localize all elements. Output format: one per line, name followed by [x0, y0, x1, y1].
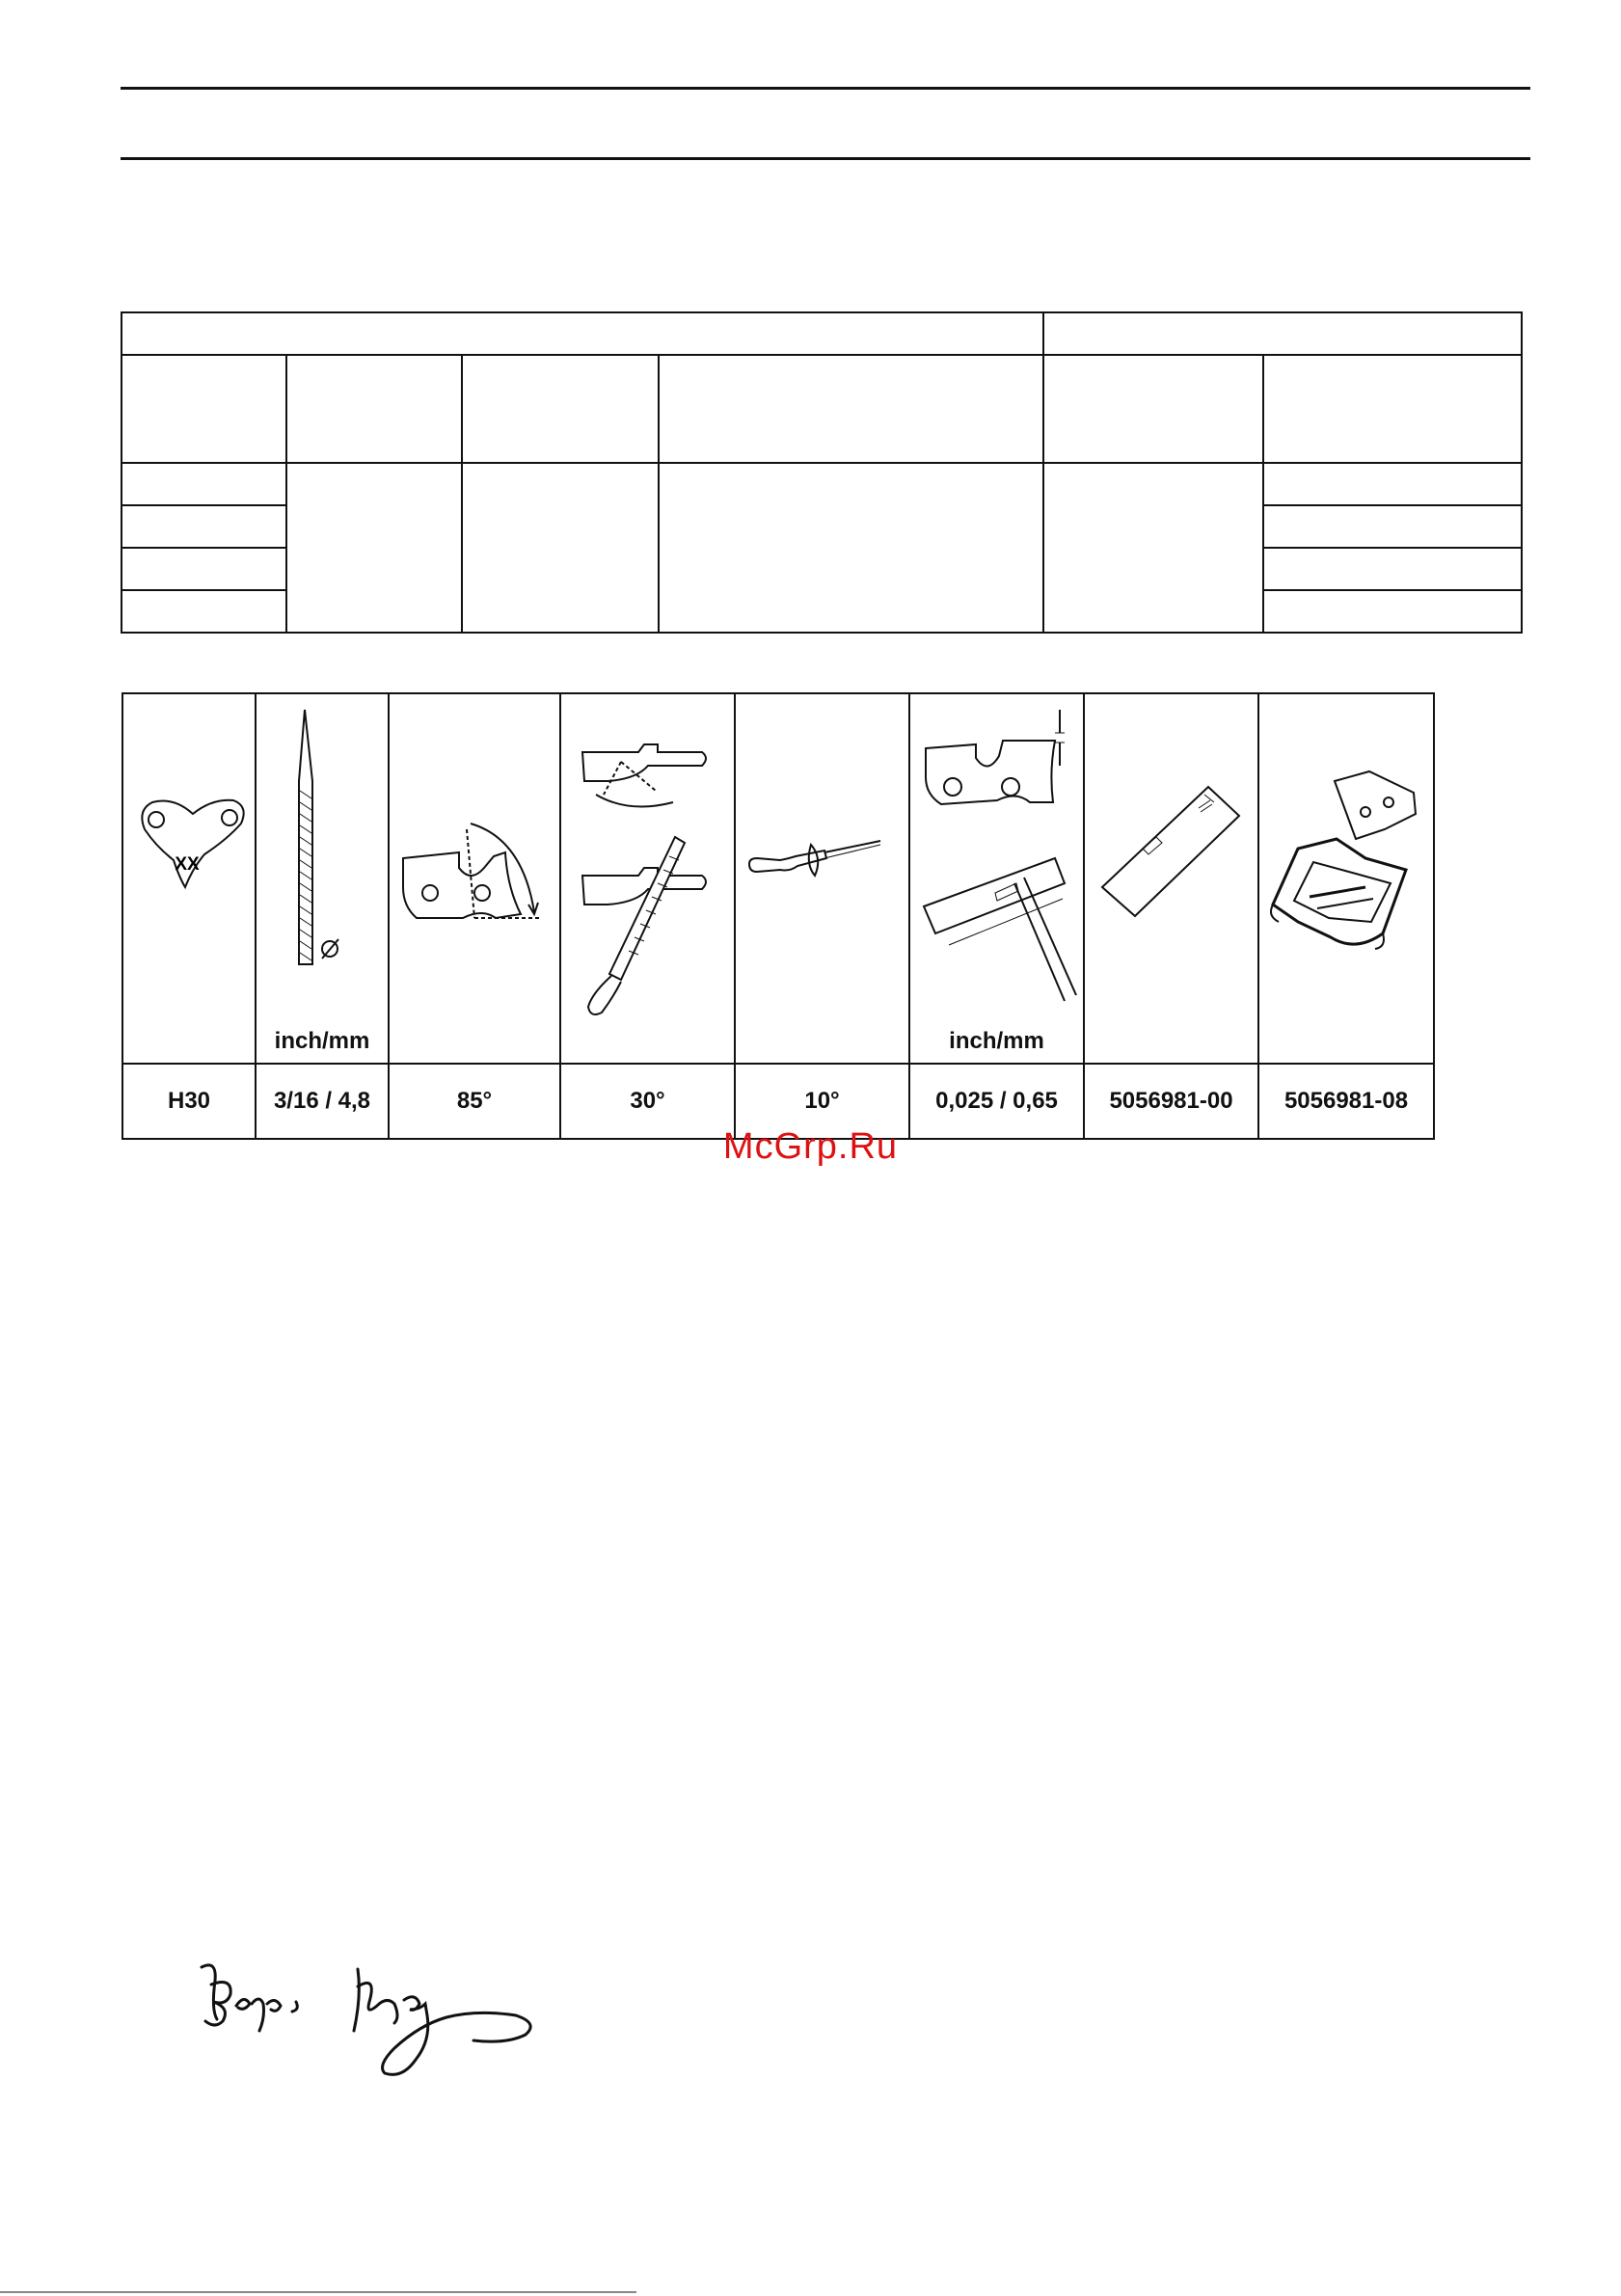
- spec-group-header-right: [1043, 312, 1522, 355]
- filing-angle-value: 30°: [560, 1064, 735, 1139]
- file-holder-tilt-cell: [735, 693, 909, 1064]
- svg-text:XX: XX: [175, 854, 200, 875]
- top-rule: [121, 87, 1530, 90]
- sharpening-kit-cell: [1258, 693, 1434, 1064]
- chain-marking-cell: [122, 693, 256, 1064]
- depth-gauge-tool-part-number: 5056981-00: [1084, 1064, 1258, 1139]
- spec-header-cell: [1043, 355, 1263, 463]
- depth-gauge-value: 0,025 / 0,65: [909, 1064, 1084, 1139]
- watermark: McGrp.Ru: [722, 1126, 899, 1167]
- spec-cell: [1043, 463, 1263, 633]
- filing-angle-icon: [561, 694, 734, 1063]
- spec-cell: [1263, 463, 1522, 505]
- depth-gauge-setting-icon: [910, 694, 1083, 1063]
- depth-gauge-tool-cell: [1084, 693, 1258, 1064]
- file-holder-tilt-value: 10°: [735, 1064, 909, 1139]
- file-diameter-value: 3/16 / 4,8: [256, 1064, 389, 1139]
- top-plate-angle-value: 85°: [389, 1064, 560, 1139]
- spec-cell: [286, 463, 462, 633]
- spec-cell: [122, 548, 286, 590]
- file-diameter-unit: inch/mm: [274, 1028, 370, 1054]
- round-file-cell: [256, 693, 389, 1064]
- top-plate-angle-cell: [389, 693, 560, 1064]
- sharpening-kit-icon: [1259, 694, 1433, 1063]
- filing-angle-cell: [560, 693, 735, 1064]
- sharpening-kit-part-number: 5056981-08: [1258, 1064, 1434, 1139]
- round-file-icon: [257, 694, 388, 1063]
- spec-header-cell: [286, 355, 462, 463]
- header-rule: [121, 157, 1530, 160]
- chain-marking-icon: [123, 694, 255, 1063]
- spec-header-cell: [1263, 355, 1522, 463]
- top-plate-angle-icon: [390, 694, 559, 1063]
- spec-cell: [122, 590, 286, 633]
- file-holder-tilt-icon: [736, 694, 908, 1063]
- depth-gauge-setting-cell: [909, 693, 1084, 1064]
- sharpening-table: [122, 692, 1435, 1140]
- spec-group-header-left: [122, 312, 1043, 355]
- spec-cell: [122, 505, 286, 548]
- spec-cell: [659, 463, 1043, 633]
- chain-marking-value: H30: [122, 1064, 256, 1139]
- depth-gauge-unit: inch/mm: [949, 1028, 1044, 1054]
- spec-cell: [1263, 590, 1522, 633]
- bottom-edge-line: [0, 2291, 636, 2293]
- spec-cell: [122, 463, 286, 505]
- spec-header-cell: [659, 355, 1043, 463]
- spec-table: [121, 311, 1523, 634]
- spec-cell: [1263, 505, 1522, 548]
- spec-cell: [1263, 548, 1522, 590]
- spec-header-cell: [122, 355, 286, 463]
- signature: [188, 1948, 545, 2093]
- spec-header-cell: [462, 355, 659, 463]
- spec-cell: [462, 463, 659, 633]
- depth-gauge-tool-icon: [1085, 694, 1257, 1063]
